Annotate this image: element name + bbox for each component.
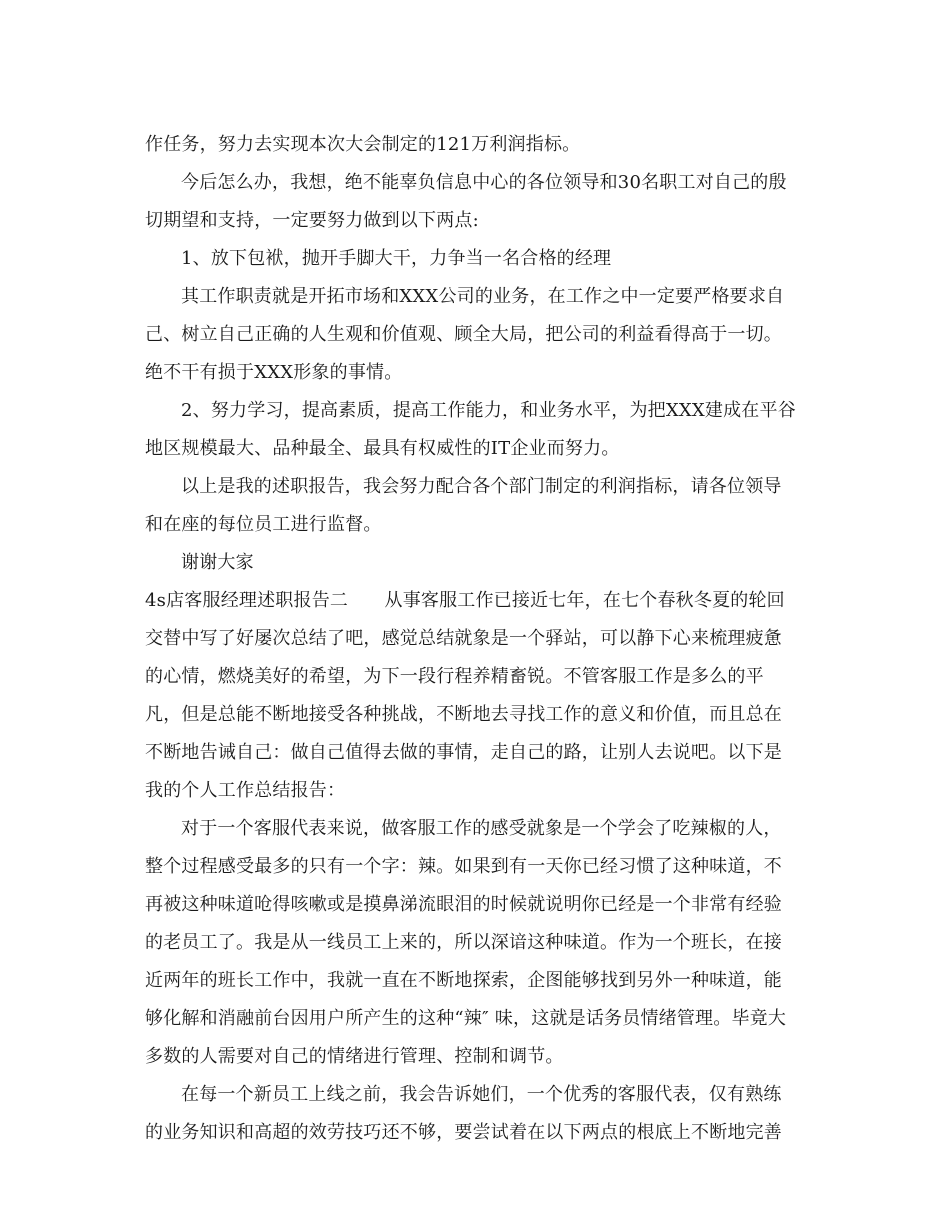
list-heading-2: 2、努力学习，提高素质，提高工作能力，和业务水平，为把XXX建成在平谷 — [181, 400, 796, 421]
text-line: 作任务，努力去实现本次大会制定的121万利润指标。 — [145, 134, 581, 155]
text-line: 我的个人工作总结报告： — [145, 780, 346, 801]
text-line: 够化解和消融前台因用户所产生的这种“辣″ 味，这就是话务员情绪管理。毕竟大 — [145, 1008, 787, 1029]
text-line: 和在座的每位员工进行监督。 — [145, 514, 382, 535]
text-line: 的老员工了。我是从一线员工上来的，所以深谙这种味道。作为一个班长，在接 — [145, 932, 782, 953]
text-line: 的业务知识和高超的效劳技巧还不够，要尝试着在以下两点的根底上不断地完善 — [145, 1122, 782, 1143]
text-line: 再被这种味道呛得咳嗽或是摸鼻涕流眼泪的时候就说明你已经是一个非常有经验 — [145, 894, 782, 915]
list-heading-1: 1、放下包袱，抛开手脚大干，力争当一名合格的经理 — [181, 248, 612, 269]
text-line: 切期望和支持，一定要努力做到以下两点: — [145, 210, 479, 231]
text-line: 不断地告诫自己：做自己值得去做的事情，走自己的路，让别人去说吧。以下是 — [145, 742, 782, 763]
text-line: 地区规模最大、品种最全、最具有权威性的IT企业而努力。 — [145, 438, 620, 459]
text-line: 多数的人需要对自己的情绪进行管理、控制和调节。 — [145, 1046, 564, 1067]
text-line: 整个过程感受最多的只有一个字：辣。如果到有一天你已经习惯了这种味道，不 — [145, 856, 782, 877]
closing-line: 谢谢大家 — [181, 552, 254, 573]
paragraph-start-line: 在每一个新员工上线之前，我会告诉她们，一个优秀的客服代表，仅有熟练 — [181, 1084, 782, 1105]
paragraph-start-line: 以上是我的述职报告，我会努力配合各个部门制定的利润指标，请各位领导 — [181, 476, 782, 497]
paragraph-start-line: 其工作职责就是开拓市场和XXX公司的业务，在工作之中一定要严格要求自 — [181, 286, 785, 307]
text-line: 己、树立自己正确的人生观和价值观、顾全大局，把公司的利益看得高于一切。 — [145, 324, 782, 345]
paragraph-start-line: 对于一个客服代表来说，做客服工作的感受就象是一个学会了吃辣椒的人， — [181, 818, 782, 839]
section-title-line: 4s店客服经理述职报告二 从事客服工作已接近七年，在七个春秋冬夏的轮回 — [145, 590, 785, 611]
paragraph-start-line: 今后怎么办，我想，绝不能辜负信息中心的各位领导和30名职工对自己的殷 — [181, 172, 787, 193]
text-line: 近两年的班长工作中，我就一直在不断地探索，企图能够找到另外一种味道，能 — [145, 970, 782, 991]
text-line: 绝不干有损于XXX形象的事情。 — [145, 362, 403, 383]
text-line: 凡，但是总能不断地接受各种挑战，不断地去寻找工作的意义和价值，而且总在 — [145, 704, 782, 725]
text-line: 交替中写了好屡次总结了吧，感觉总结就象是一个驿站，可以静下心来梳理疲惫 — [145, 628, 782, 649]
text-line: 的心情，燃烧美好的希望，为下一段行程养精畜锐。不管客服工作是多么的平 — [145, 666, 764, 687]
